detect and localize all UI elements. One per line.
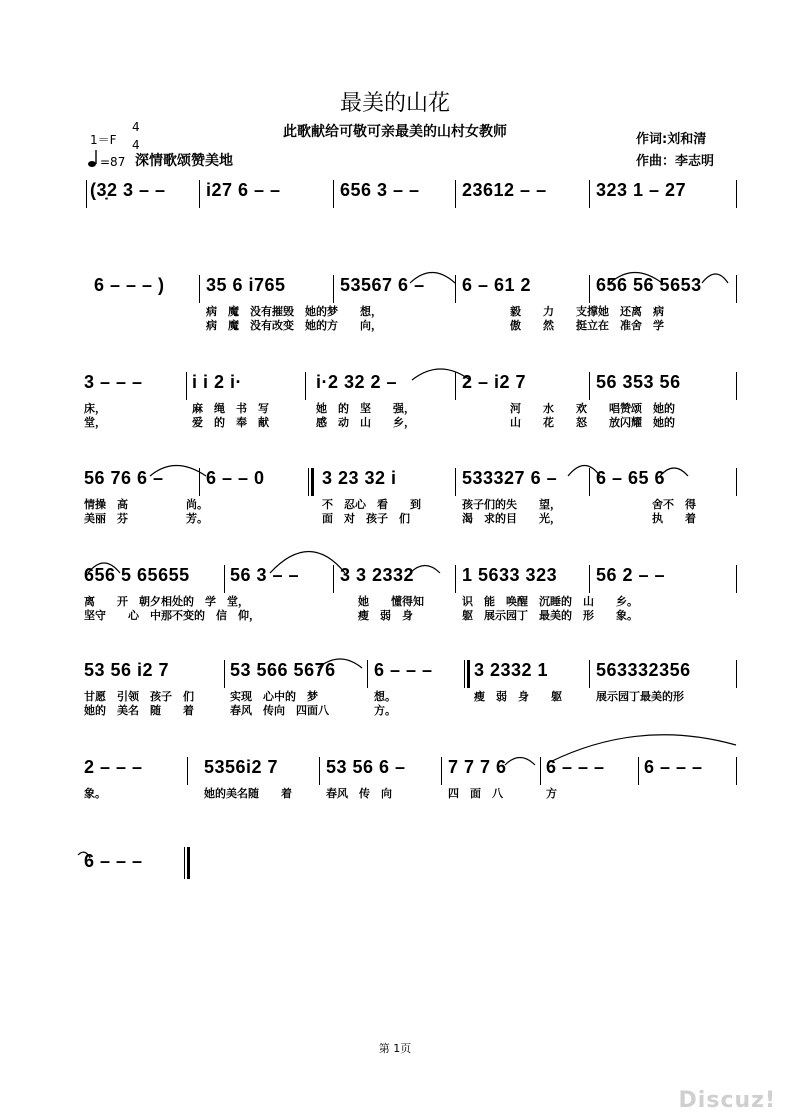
barline xyxy=(455,372,456,400)
lyric-line-1: 尚。 xyxy=(186,498,208,511)
barline xyxy=(455,275,456,303)
barline xyxy=(86,180,87,208)
lyric-line-1: 春风 传 向 xyxy=(326,787,392,800)
lyric-line-2: 山 花 怒 放闪耀 她的 xyxy=(510,416,675,429)
measure: 53 566 5676 xyxy=(230,660,336,680)
barline xyxy=(455,468,456,496)
repeat-end-barline xyxy=(467,660,470,688)
lyric-line-1: 孩子们的失 望， xyxy=(462,498,561,511)
measure: 3 2332 1 xyxy=(474,660,549,680)
barline xyxy=(464,660,465,688)
barline xyxy=(199,468,200,496)
barline xyxy=(736,180,737,208)
expression-marking: 深情歌颂赞美地 xyxy=(135,153,233,169)
measure: 53 56 6 – xyxy=(326,757,406,777)
slur xyxy=(410,566,440,574)
barline xyxy=(736,565,737,593)
barline xyxy=(224,565,225,593)
song-title: 最美的山花 xyxy=(339,91,450,116)
barline xyxy=(333,180,334,208)
lyric-line-2: 感 动 山 乡， xyxy=(316,416,415,429)
measure: 6 – – – xyxy=(644,757,703,777)
lyric-line-2: 执 着 xyxy=(652,512,696,525)
lyric-line-1: 展示园丁最美的形 xyxy=(596,690,684,703)
barline xyxy=(319,757,320,785)
barline xyxy=(638,757,639,785)
measure: 563332356 xyxy=(596,660,691,680)
lyric-line-2: 病 魔 没有改变 她的方 向， xyxy=(206,319,382,332)
barline xyxy=(455,180,456,208)
barline xyxy=(736,468,737,496)
barline xyxy=(333,275,334,303)
lyric-line-1: 识 能 唤醒 沉睡的 山 乡。 xyxy=(462,595,638,608)
tempo-marking: =87 xyxy=(100,155,126,169)
lyric-line-1: 甘愿 引领 孩子 们 xyxy=(84,690,194,703)
lyric-line-2: 她的 美名 随 着 xyxy=(84,704,194,717)
measure: i i 2 i· xyxy=(192,372,243,392)
measure: 23612 – – xyxy=(462,180,547,200)
key-signature: 1＝F xyxy=(90,133,117,147)
barline xyxy=(187,757,188,785)
measure: 3 3 2332 xyxy=(340,565,415,585)
lyric-line-1: 想。 xyxy=(374,690,396,703)
barline xyxy=(589,372,590,400)
measure: 6 – – – ) xyxy=(94,275,165,295)
measure: 6 – – – xyxy=(546,757,605,777)
barline xyxy=(455,565,456,593)
slur xyxy=(702,274,728,283)
measure: 6 – 65 6 xyxy=(596,468,666,488)
measure: i·2 32 2 – xyxy=(316,372,398,392)
measure: 656 3 – – xyxy=(340,180,420,200)
measure: 56 76 6 – xyxy=(84,468,164,488)
lyric-line-2: 渴 求的目 光， xyxy=(462,512,561,525)
measure: 1 5633 323 xyxy=(462,565,558,585)
measure: 2 – i2 7 xyxy=(462,372,527,392)
measure: 2 – – – xyxy=(84,757,143,777)
barline xyxy=(736,660,737,688)
lyric-line-1: 实现 心中的 梦 xyxy=(230,690,318,703)
slur xyxy=(505,758,535,766)
measure: 56 2 – – xyxy=(596,565,666,585)
lyric-line-2: 面 对 孩子 们 xyxy=(322,512,410,525)
barline xyxy=(589,180,590,208)
repeat-start-barline xyxy=(311,468,314,496)
barline xyxy=(589,565,590,593)
lyric-line-2: 爱 的 奉 献 xyxy=(192,416,269,429)
lyric-line-2: 躯 展示园丁 最美的 形 象。 xyxy=(462,609,638,622)
barline xyxy=(736,275,737,303)
lyric-line-1: 象。 xyxy=(84,787,106,800)
lyric-line-2: 瘦 弱 身 xyxy=(358,609,413,622)
lyric-line-1: 她的美名随 着 xyxy=(204,787,292,800)
measure: 5356i2 7 xyxy=(204,757,279,777)
watermark: Discuz! xyxy=(678,1088,776,1113)
lyric-line-1: 方 xyxy=(546,787,557,800)
barline xyxy=(308,468,309,496)
lyric-line-1: 毅 力 支撑她 还离 病 xyxy=(510,305,664,318)
barline xyxy=(441,757,442,785)
measure: 656 56 5653 xyxy=(596,275,702,295)
lyric-line-1: 情操 高 xyxy=(84,498,128,511)
lyric-line-2: 坚守 心 中那不变的 信 仰， xyxy=(84,609,260,622)
lyric-line-2: 堂， xyxy=(84,416,106,429)
measure: 656 5 65655 xyxy=(84,565,190,585)
lyric-line-1: 四 面 八 xyxy=(448,787,503,800)
measure: 53 56 i2 7 xyxy=(84,660,170,680)
measure: 6 – – – xyxy=(84,851,143,871)
lyric-line-2: 春风 传向 四面八 xyxy=(230,704,329,717)
lyric-line-1: 离 开 朝夕相处的 学 堂， xyxy=(84,595,249,608)
measure: i27 6 – – xyxy=(206,180,281,200)
barline xyxy=(199,275,200,303)
measure: 56 3 – – xyxy=(230,565,300,585)
measure: 6 – – 0 xyxy=(206,468,265,488)
measure: 3 – – – xyxy=(84,372,143,392)
barline xyxy=(367,660,368,688)
measure: 35 6 i765 xyxy=(206,275,286,295)
lyric-line-1: 河 水 欢 唱赞颂 她的 xyxy=(510,402,675,415)
lyric-line-1: 她 懂得知 xyxy=(358,595,424,608)
barline xyxy=(333,565,334,593)
measure: 6 – – – xyxy=(374,660,433,680)
song-subtitle: 此歌献给可敬可亲最美的山村女教师 xyxy=(283,124,507,140)
lyric-line-1: 瘦 弱 身 躯 xyxy=(474,690,562,703)
barline xyxy=(540,757,541,785)
time-signature-bottom: 4 xyxy=(132,138,140,152)
lyric-line-1: 不 忍心 看 到 xyxy=(322,498,421,511)
final-barline-thick xyxy=(187,847,190,879)
lyric-line-1: 麻 绳 书 写 xyxy=(192,402,269,415)
lyric-line-2: 方。 xyxy=(374,704,396,717)
barline xyxy=(186,372,187,400)
barline xyxy=(589,660,590,688)
time-signature-top: 4 xyxy=(132,120,140,134)
barline xyxy=(736,757,737,785)
measure: 7 7 7 6 xyxy=(448,757,507,777)
page-number: 第 1页 xyxy=(378,1042,412,1055)
lyric-line-2: 芳。 xyxy=(186,512,208,525)
barline xyxy=(736,372,737,400)
lyric-line-2: 傲 然 挺立在 准舍 学 xyxy=(510,319,664,332)
measure: 53567 6 – xyxy=(340,275,425,295)
barline xyxy=(224,660,225,688)
measure: (3̣2 3 – – xyxy=(90,180,166,200)
barline xyxy=(589,275,590,303)
barline xyxy=(305,372,306,400)
lyric-line-1: 她 的 坚 强， xyxy=(316,402,415,415)
measure: 3 23 32 i xyxy=(322,468,397,488)
barline xyxy=(589,468,590,496)
lyric-line-1: 舍不 得 xyxy=(652,498,696,511)
lyric-line-1: 床， xyxy=(84,402,106,415)
lyric-line-1: 病 魔 没有摧毁 她的梦 想， xyxy=(206,305,382,318)
measure: 323 1 – 27 xyxy=(596,180,687,200)
measure: 6 – 61 2 xyxy=(462,275,532,295)
final-barline-thin xyxy=(184,847,185,879)
measure: 56 353 56 xyxy=(596,372,681,392)
measure: 533327 6 – xyxy=(462,468,558,488)
lyricist: 作词:刘和清 xyxy=(636,132,707,147)
quarter-note-icon xyxy=(86,148,100,168)
composer: 作曲：李志明 xyxy=(636,154,715,169)
barline xyxy=(199,180,200,208)
lyric-line-2: 美丽 芬 xyxy=(84,512,128,525)
